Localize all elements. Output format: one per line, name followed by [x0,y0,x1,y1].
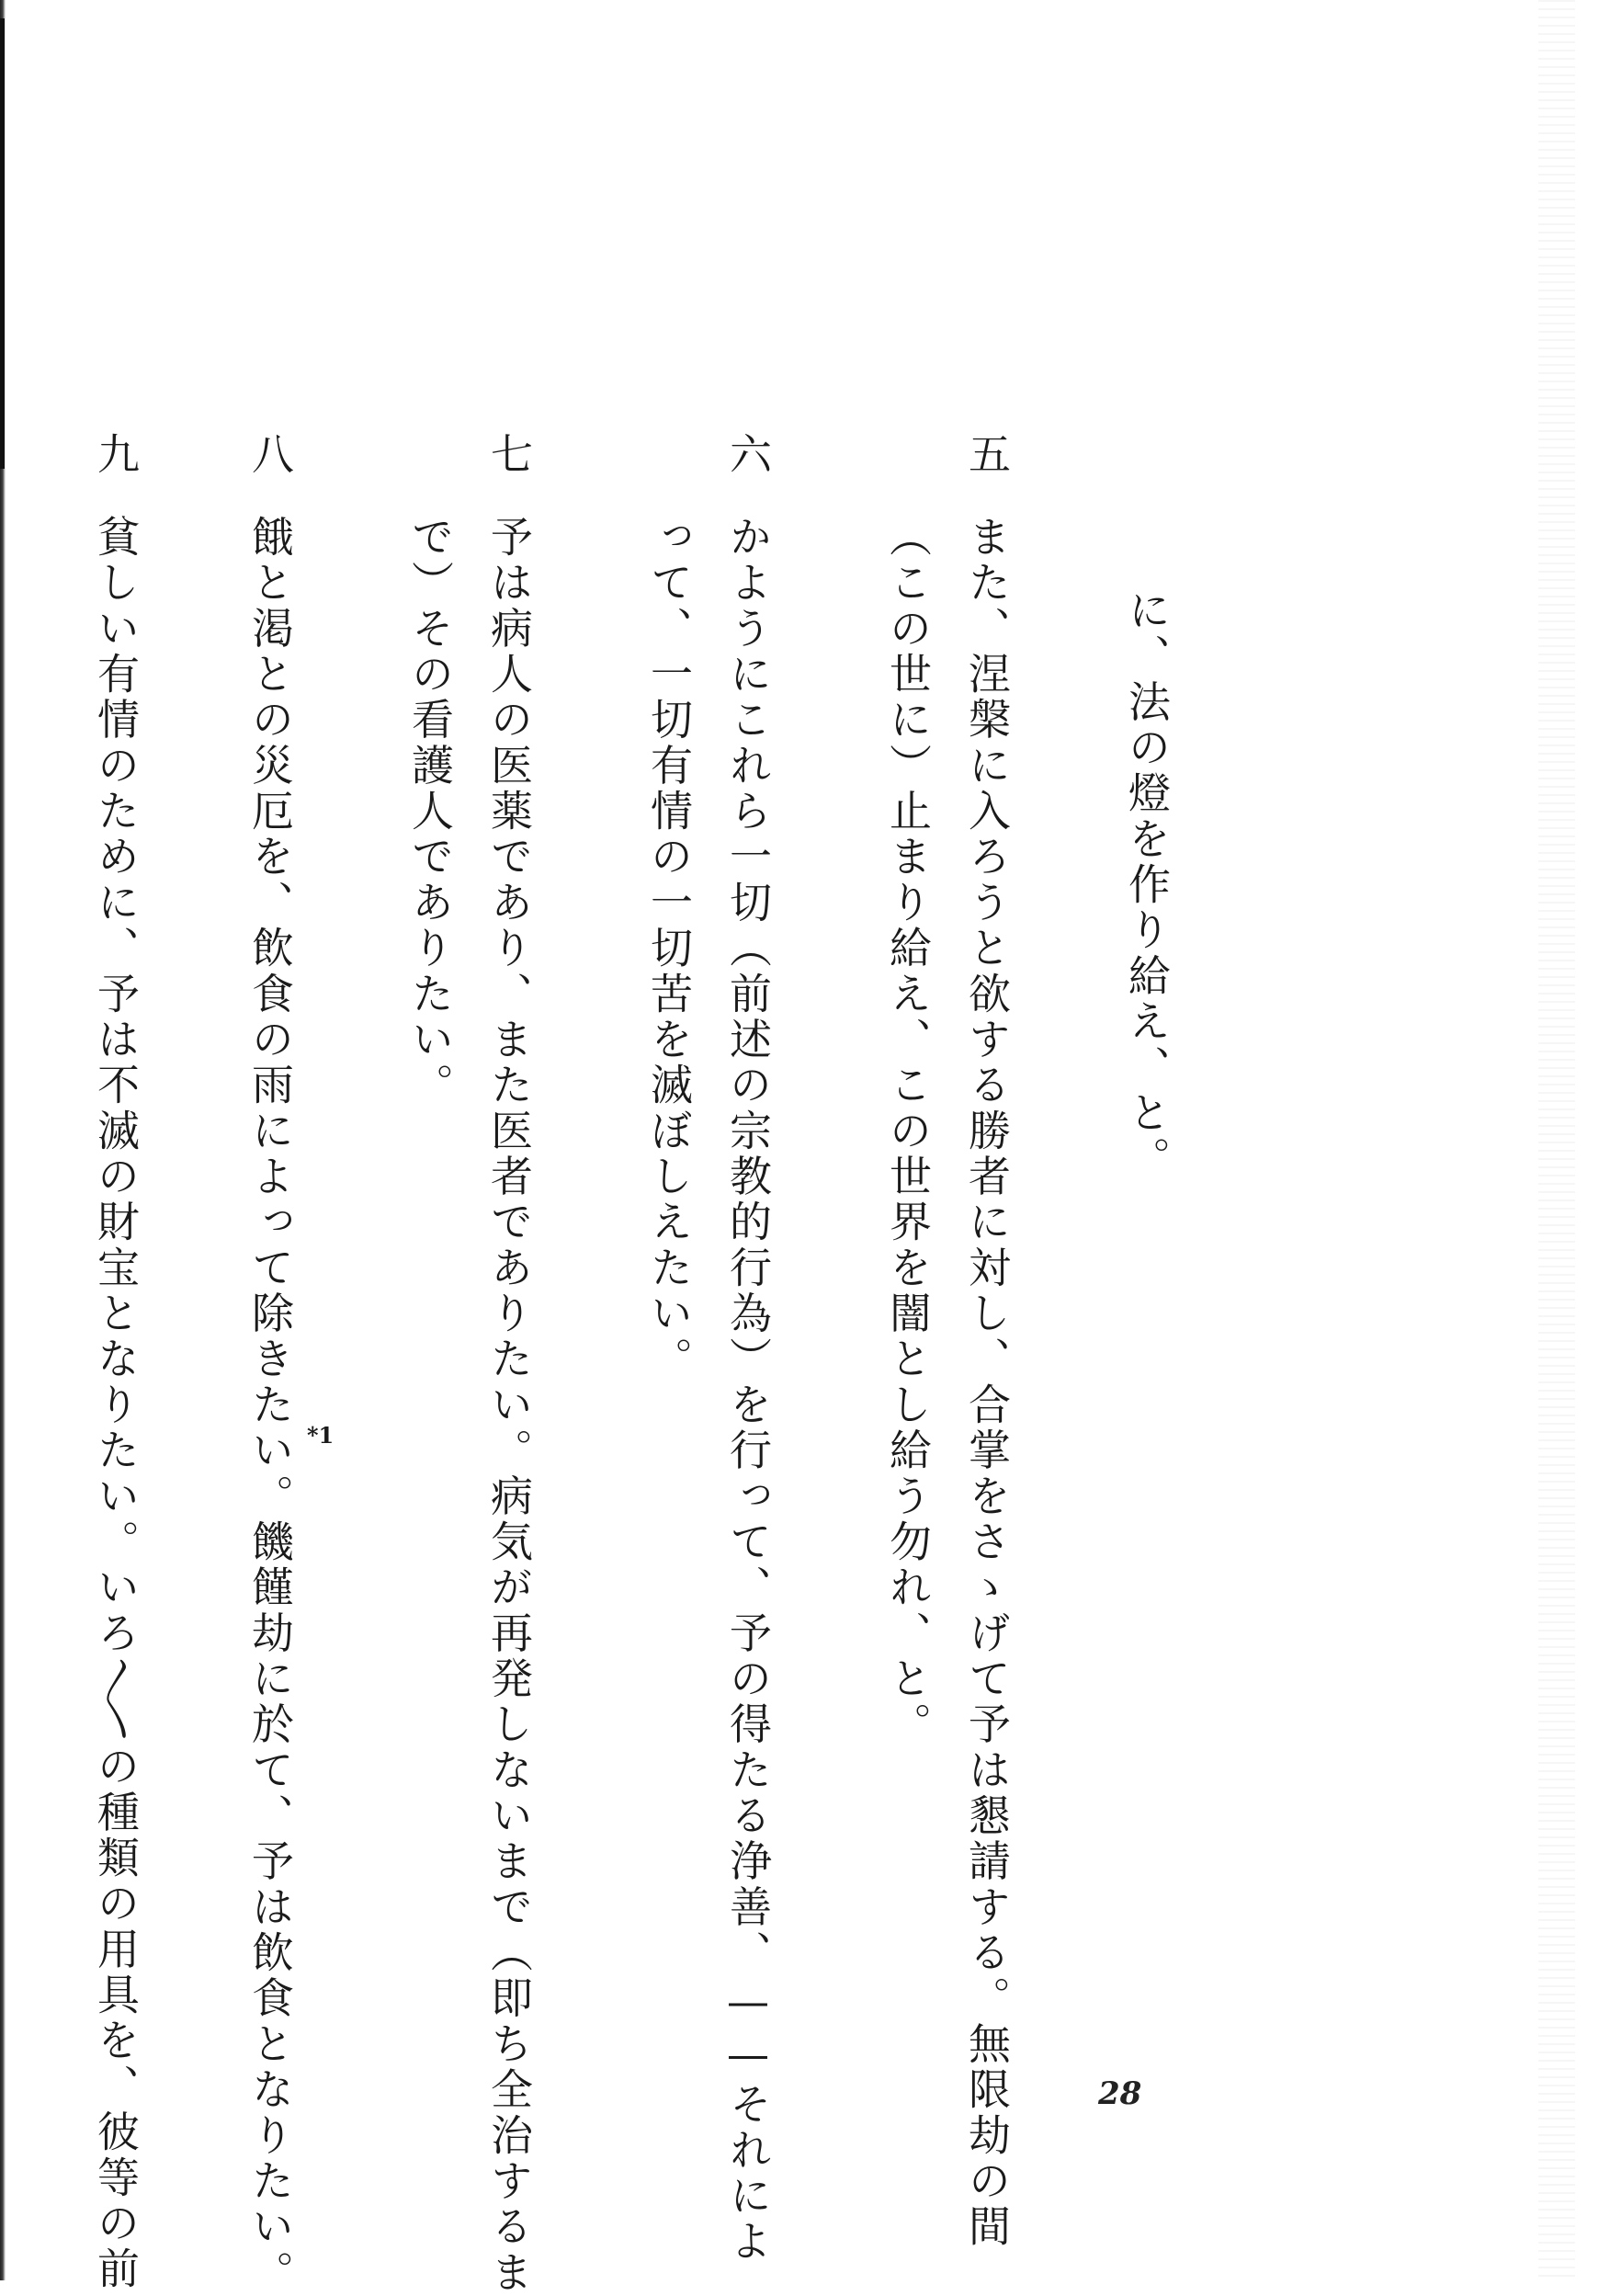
text-column-9a: 貧しい有情のために、予は不滅の財宝となりたい。いろ〱の種類の用具を、彼等の前 [91,515,141,2292]
item-number-7: 七 [484,432,534,474]
text-column-5b: （この世に）止まり給え、この世界を闇とし給う勿れ、と。 [883,515,933,1748]
text-column-5a: また、涅槃に入ろうと欲する勝者に対し、合掌をさゝげて予は懇請する。無限劫の間 [962,515,1012,2250]
text-column-7a: 予は病人の医薬であり、また医者でありたい。病気が再発しないまで（即ち全治するま [484,515,534,2296]
text-column-8a: 餓と渇との災厄を、飲食の雨によって除きたい。饑饉劫に於て、予は飲食となりたい。 [245,515,295,2296]
page-number: 28 [1098,2075,1142,2112]
footnote-marker: *1 [307,1422,334,1449]
item-number-5: 五 [962,432,1012,474]
text-column-continuation: に、法の燈を作り給え、と。 [1122,588,1172,1182]
text-column-6a: かようにこれら一切（前述の宗教的行為）を行って、予の得たる浄善、——それによ [723,515,773,2265]
text-column-6b: って、一切有情の一切苦を滅ぼしえたい。 [644,515,694,1382]
item-number-9: 九 [91,432,141,474]
item-number-8: 八 [245,432,295,474]
scan-edge-noise [1538,0,1575,2280]
item-number-6: 六 [723,432,773,474]
binding-mark [0,18,5,469]
text-column-7b: で）その看護人でありたい。 [405,515,455,1108]
